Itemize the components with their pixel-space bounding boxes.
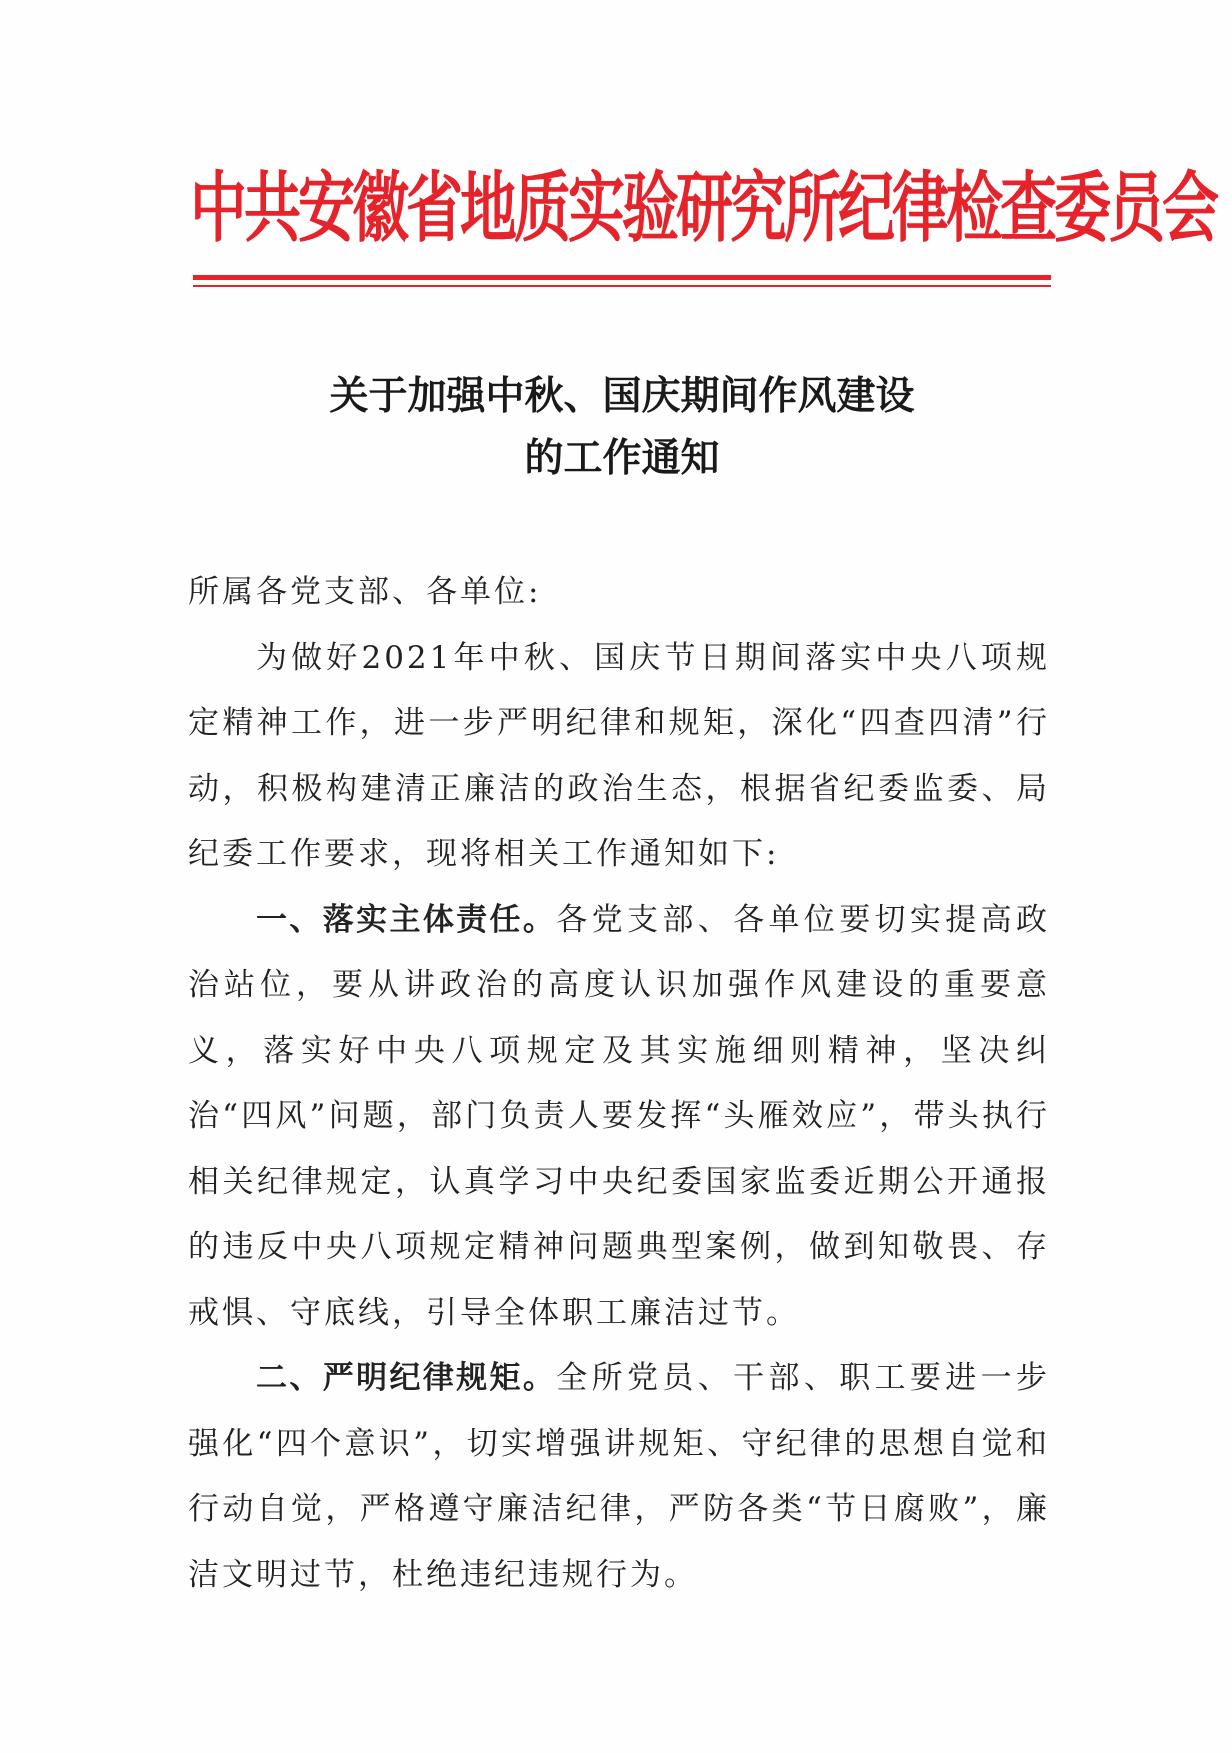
issuing-organization-header: 中共安徽省地质实验研究所纪律检查委员会 (190, 162, 1216, 254)
salutation: 所属各党支部、各单位: (188, 574, 542, 610)
document-title-line-1: 关于加强中秋、国庆期间作风建设 (329, 373, 915, 419)
document-title (193, 365, 1051, 489)
section-heading-1: 一、落实主体责任。 (256, 901, 557, 938)
intro-paragraph: 为做好2021年中秋、国庆节日期间落实中央八项规定精神工作，进一步严明纪律和规矩，深化“四查四清”行动，积极构建清正廉洁的政治生态，根据省纪委监委、局纪委工作要求，现将相关工作通知如下: (188, 639, 1050, 872)
section-paragraph-2 (188, 1346, 1050, 1608)
section-paragraph-1 (188, 888, 1050, 1347)
document-title-line-2: 的工作通知 (524, 435, 720, 481)
section-heading-2: 二、严明纪律规矩。 (256, 1360, 557, 1396)
document-body (188, 560, 1050, 1608)
section-text-1: 各党支部、各单位要切实提高政治站位，要从讲政治的高度认识加强作风建设的重要意义，落实好中央八项规定及其实施细则精神，坚决纠治“四风”问题，部门负责人要发挥“头雁效应”，带头执行相关纪律规定，认真学习中央纪委国家监委近期公开通报的违反中央八项规定精神问题典型案例，做到知敬畏、存戒惧、守底线，引导全体职工廉洁过节。 (188, 901, 1051, 1331)
header-red-rule-thin (193, 285, 1051, 287)
section-text-2: 全所党员、干部、职工要进一步强化“四个意识”，切实增强讲规矩、守纪律的思想自觉和行动自觉，严格遵守廉洁纪律，严防各类“节日腐败”，廉洁文明过节，杜绝违纪违规行为。 (188, 1360, 1051, 1593)
header-red-rule-thick (193, 275, 1051, 280)
